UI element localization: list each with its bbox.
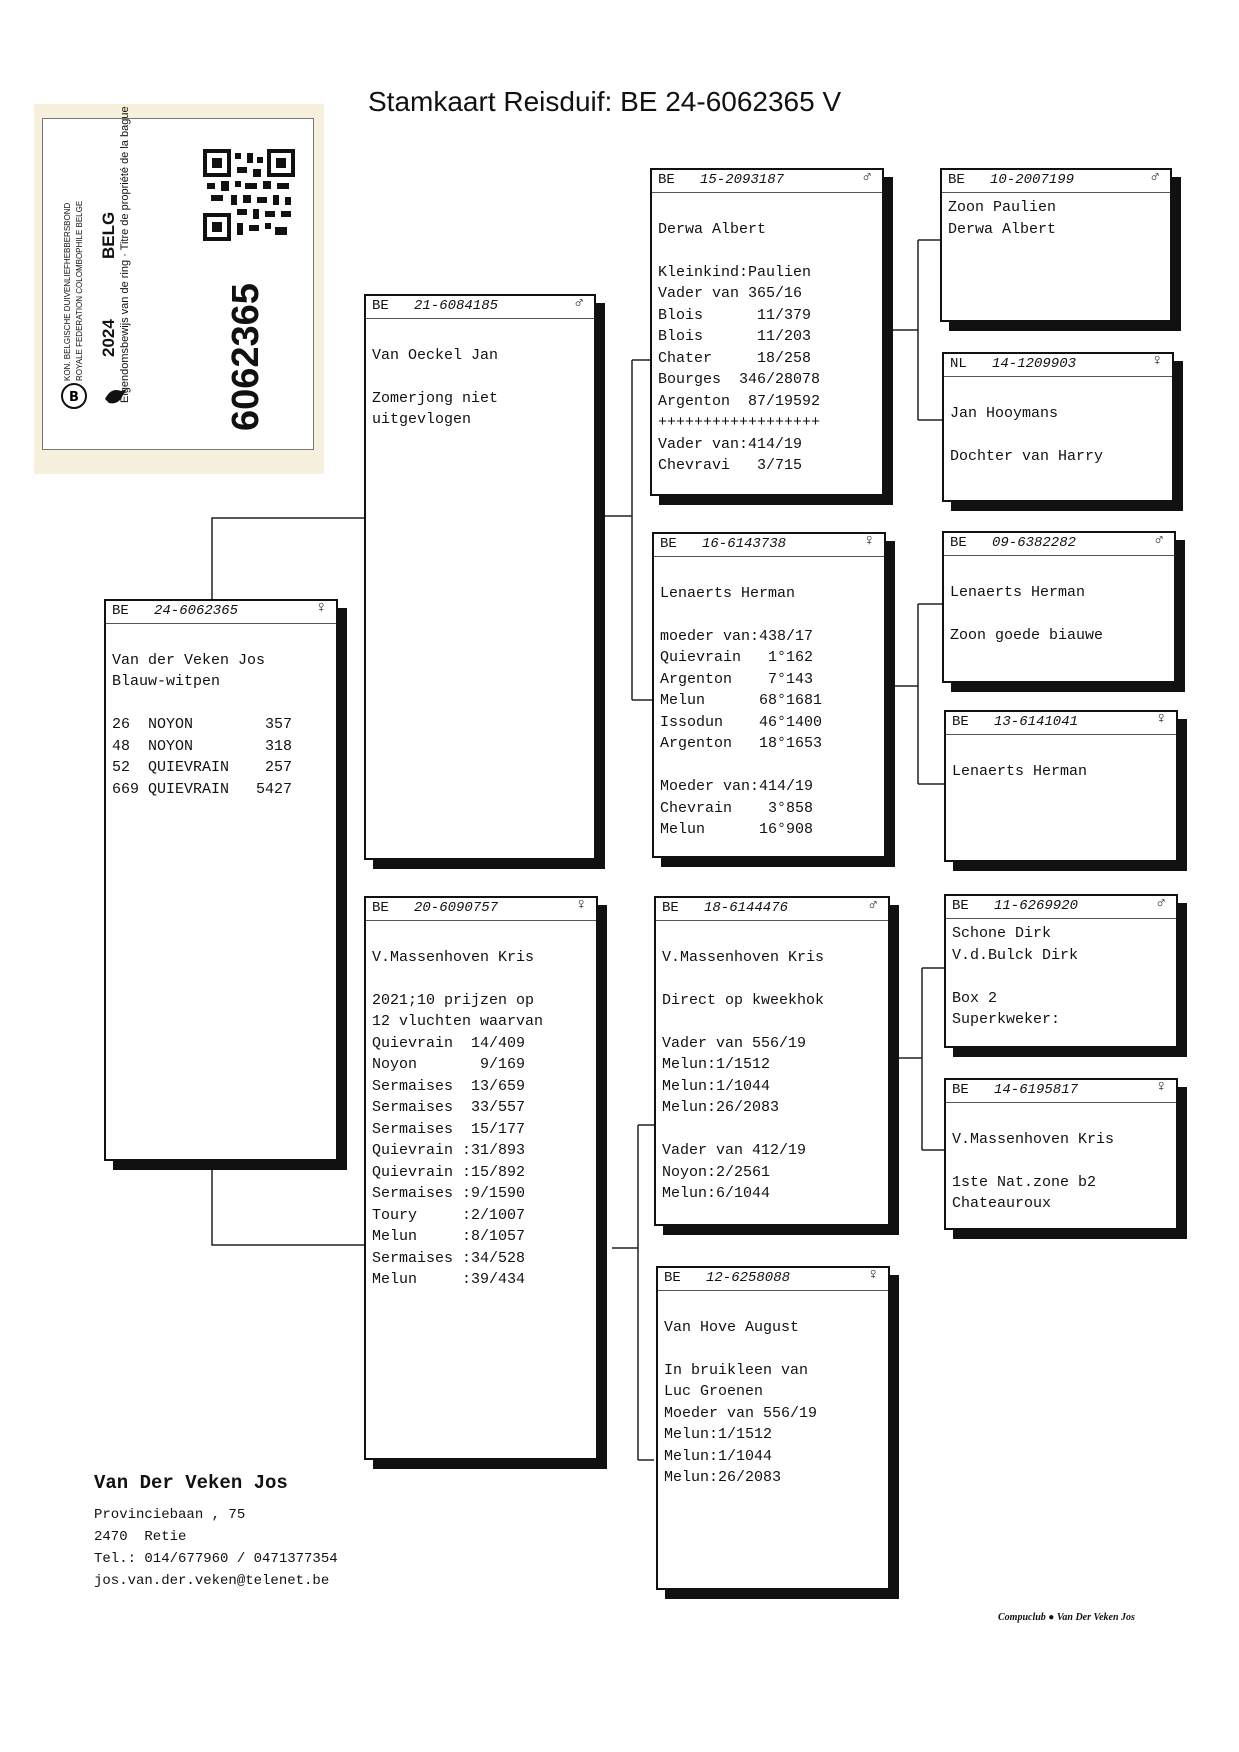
card-body	[106, 624, 336, 800]
card-line	[952, 966, 1170, 988]
card-line: Box 2	[952, 989, 998, 1007]
country-code: BE	[662, 900, 679, 916]
card-header	[366, 898, 596, 921]
card-line	[952, 1107, 1170, 1129]
card-line	[662, 968, 882, 990]
pigeon-card-mff	[944, 894, 1178, 1048]
connector-mother-parents	[612, 1125, 654, 1460]
female-icon: ♀	[576, 896, 586, 914]
card-line: Van Oeckel Jan	[372, 346, 499, 364]
card-line: 1ste Nat.zone b2	[952, 1173, 1097, 1191]
ring-number: 20-6090757	[414, 900, 499, 916]
card-line: Sermaises 15/177	[372, 1120, 526, 1138]
pigeon-card-fmm	[944, 710, 1178, 862]
card-line: Argenton 7°143	[660, 670, 814, 688]
ring-year: 2024	[99, 319, 118, 357]
ring-number: 14-6195817	[994, 1082, 1079, 1098]
card-line: 52 QUIEVRAIN 257	[112, 759, 293, 776]
ring-number: 16-6143738	[702, 536, 787, 552]
card-line: uitgevlogen	[372, 411, 472, 428]
footer-credit: Compuclub ● Van Der Veken Jos	[998, 1612, 1135, 1623]
card-header	[944, 533, 1174, 556]
card-line	[658, 197, 876, 219]
owner-info	[94, 1472, 338, 1592]
ring-number: 13-6141041	[994, 714, 1079, 730]
card-line: Issodun 46°1400	[660, 713, 823, 731]
card-body	[366, 319, 594, 431]
country-code: BE	[950, 535, 967, 551]
card-line	[662, 1119, 882, 1141]
card-body	[942, 193, 1170, 240]
country-code: NL	[950, 356, 967, 372]
country-code: BE	[112, 603, 129, 619]
card-body	[946, 919, 1176, 1031]
card-line	[660, 755, 878, 777]
federation-name-nl: KON. BELGISCHE DUIVENLIEFHEBBERSBOND	[63, 202, 72, 381]
pigeon-card-mm	[656, 1266, 890, 1590]
card-line: Melun :39/434	[372, 1271, 526, 1288]
card-line: V.Massenhoven Kris	[952, 1130, 1115, 1148]
card-line: Melun:1/1044	[662, 1077, 771, 1095]
card-header	[946, 1080, 1176, 1103]
pigeon-card-father	[364, 294, 596, 860]
country-code: BE	[952, 1082, 969, 1098]
card-body	[654, 557, 884, 841]
card-line	[662, 925, 882, 947]
card-line	[372, 968, 590, 990]
male-icon: ♂	[1150, 168, 1160, 186]
card-line	[372, 366, 588, 388]
card-line: Quievrain :15/892	[372, 1163, 526, 1181]
card-body	[946, 735, 1176, 782]
card-line	[372, 925, 590, 947]
connector-subject-father	[212, 518, 364, 608]
card-line: Zomerjong niet	[372, 389, 499, 407]
card-line: Derwa Albert	[658, 220, 767, 238]
card-line: Melun:6/1044	[662, 1185, 771, 1202]
card-line	[950, 381, 1166, 403]
card-line	[112, 628, 330, 650]
card-line: Melun 68°1681	[660, 692, 823, 709]
card-line: Schone Dirk	[952, 925, 1052, 942]
card-body	[658, 1291, 888, 1489]
country-code: BE	[948, 172, 965, 188]
card-line: 48 NOYON 318	[112, 737, 293, 755]
card-line: V.Massenhoven Kris	[372, 948, 535, 966]
card-line	[950, 424, 1166, 446]
card-line: In bruikleen van	[664, 1361, 809, 1379]
ring-number: 09-6382282	[992, 535, 1077, 551]
ring-number: 12-6258088	[706, 1270, 791, 1286]
connector-mf-parents	[898, 968, 946, 1150]
female-icon: ♀	[864, 532, 874, 550]
card-line: Sermaises 33/557	[372, 1099, 526, 1116]
card-line: moeder van:438/17	[660, 627, 814, 645]
owner-name: Van Der Veken Jos	[94, 1472, 288, 1494]
ring-number: 24-6062365	[154, 603, 239, 619]
card-line: V.d.Bulck Dirk	[952, 946, 1079, 964]
card-line: 2021;10 prijzen op	[372, 991, 535, 1009]
card-line	[664, 1338, 882, 1360]
card-line	[950, 560, 1168, 582]
card-header	[656, 898, 888, 921]
card-line: Van Hove August	[664, 1318, 800, 1336]
card-line	[658, 240, 876, 262]
card-body	[944, 556, 1174, 646]
card-line: Noyon 9/169	[372, 1056, 526, 1073]
card-line: Vader van 365/16	[658, 285, 803, 302]
card-line: Argenton 18°1653	[660, 735, 823, 752]
card-header	[652, 170, 882, 193]
ring-number: 21-6084185	[414, 298, 499, 314]
card-body	[656, 921, 888, 1205]
card-line: Zoon Paulien	[948, 199, 1057, 216]
card-line	[664, 1295, 882, 1317]
connector-ff-parents	[892, 240, 944, 420]
card-line	[952, 739, 1170, 761]
card-line: Quievrain :31/893	[372, 1142, 526, 1159]
card-header	[654, 534, 884, 557]
card-line: Moeder van:414/19	[660, 778, 814, 795]
owner-phone: Tel.: 014/677960 / 0471377354	[94, 1551, 338, 1567]
card-line	[112, 693, 330, 715]
card-line: Vader van 556/19	[662, 1034, 807, 1052]
card-line: Quievrain 14/409	[372, 1034, 526, 1052]
country-code: BE	[664, 1270, 681, 1286]
card-body	[944, 377, 1172, 467]
card-line: Kleinkind:Paulien	[658, 263, 812, 281]
federation-name-fr: ROYALE FEDERATION COLOMBOPHILE BELGE	[75, 200, 84, 381]
card-line: Moeder van 556/19	[664, 1404, 818, 1422]
card-body	[946, 1103, 1176, 1215]
card-line: Zoon goede biauwe	[950, 626, 1104, 644]
card-line	[660, 561, 878, 583]
card-line: Superkweker:	[952, 1011, 1061, 1028]
country-code: BE	[372, 298, 389, 314]
male-icon: ♂	[862, 168, 872, 186]
ring-number: 18-6144476	[704, 900, 789, 916]
country-code: BE	[952, 898, 969, 914]
card-body	[366, 921, 596, 1291]
card-body	[652, 193, 882, 477]
card-line: Blois 11/203	[658, 328, 812, 345]
pigeon-card-ffm	[942, 352, 1174, 502]
card-line: Melun:1/1044	[664, 1447, 773, 1465]
card-line: Dochter van Harry	[950, 447, 1104, 465]
ring-country: BELG	[99, 211, 118, 259]
card-line: Quievrain 1°162	[660, 649, 814, 666]
page-title: Stamkaart Reisduif: BE 24-6062365 V	[368, 86, 842, 117]
card-line	[660, 604, 878, 626]
card-line	[950, 603, 1168, 625]
card-header	[366, 296, 594, 319]
ring-number: 6062365	[225, 283, 267, 431]
card-line: Vader van 412/19	[662, 1142, 807, 1159]
card-line: Chateauroux	[952, 1195, 1052, 1212]
card-header	[106, 601, 336, 624]
country-code: BE	[658, 172, 675, 188]
card-line: Toury :2/1007	[372, 1206, 526, 1224]
card-line: Sermaises 13/659	[372, 1077, 526, 1095]
card-line: Melun:1/1512	[664, 1426, 773, 1443]
connector-fm-parents	[894, 604, 944, 784]
card-line: 26 NOYON 357	[112, 716, 293, 733]
ring-number: 10-2007199	[990, 172, 1075, 188]
card-line: Chevravi 3/715	[658, 457, 803, 474]
card-line: V.Massenhoven Kris	[662, 948, 825, 966]
pigeon-card-ff	[650, 168, 884, 496]
male-icon: ♂	[1154, 531, 1164, 549]
connector-subject-mother	[212, 1160, 364, 1245]
card-line: Lenaerts Herman	[660, 584, 796, 602]
female-icon: ♀	[1152, 352, 1162, 370]
card-line: 12 vluchten waarvan	[372, 1013, 544, 1030]
card-header	[946, 712, 1176, 735]
owner-address: Provinciebaan , 75	[94, 1507, 246, 1523]
male-icon: ♂	[574, 294, 584, 312]
card-line: Argenton 87/19592	[658, 392, 821, 410]
card-line	[662, 1011, 882, 1033]
male-icon: ♂	[868, 896, 878, 914]
pigeon-card-mother	[364, 896, 598, 1460]
card-line: Melun :8/1057	[372, 1228, 526, 1245]
card-line: Sermaises :9/1590	[372, 1185, 526, 1202]
svg-text:B: B	[69, 390, 79, 405]
card-line	[952, 1150, 1170, 1172]
card-line: Blauw-witpen	[112, 673, 221, 690]
card-line: Vader van:414/19	[658, 435, 803, 453]
male-icon: ♂	[1156, 894, 1166, 912]
female-icon: ♀	[1156, 710, 1166, 728]
card-line: Lenaerts Herman	[950, 583, 1086, 601]
card-line: Blois 11/379	[658, 306, 812, 324]
card-line: Jan Hooymans	[950, 404, 1059, 422]
card-line: ++++++++++++++++++	[658, 414, 821, 431]
card-header	[942, 170, 1170, 193]
card-header	[944, 354, 1172, 377]
card-line: Melun:26/2083	[662, 1099, 780, 1116]
owner-city: 2470 Retie	[94, 1529, 187, 1545]
card-line: 669 QUIEVRAIN 5427	[112, 780, 293, 798]
card-line: Luc Groenen	[664, 1383, 764, 1400]
connector-father-parents	[596, 360, 652, 700]
pigeon-card-fff	[940, 168, 1172, 322]
ownership-text: Eigendomsbewijs van de ring · Titre de propriété de la bague	[119, 106, 131, 403]
card-line: Direct op kweekhok	[662, 991, 825, 1009]
country-code: BE	[952, 714, 969, 730]
pigeon-card-fmf	[942, 531, 1176, 683]
ring-number: 11-6269920	[994, 898, 1079, 914]
card-line: Lenaerts Herman	[952, 762, 1088, 780]
card-line: Noyon:2/2561	[662, 1163, 771, 1181]
country-code: BE	[660, 536, 677, 552]
pigeon-card-subject	[104, 599, 338, 1161]
pigeon-card-mfm	[944, 1078, 1178, 1230]
card-header	[658, 1268, 888, 1291]
ring-number: 15-2093187	[700, 172, 785, 188]
female-icon: ♀	[868, 1266, 878, 1284]
card-line: Van der Veken Jos	[112, 651, 266, 669]
pigeon-card-fm	[652, 532, 886, 858]
card-line: Chater 18/258	[658, 349, 812, 367]
card-line: Melun 16°908	[660, 821, 814, 838]
female-icon: ♀	[316, 599, 326, 617]
card-line: Derwa Albert	[948, 220, 1057, 238]
ring-number: 14-1209903	[992, 356, 1077, 372]
pigeon-card-mf	[654, 896, 890, 1226]
owner-email: jos.van.der.veken@telenet.be	[94, 1573, 330, 1589]
card-header	[946, 896, 1176, 919]
card-line: Sermaises :34/528	[372, 1249, 526, 1267]
card-line: Chevrain 3°858	[660, 799, 814, 817]
female-icon: ♀	[1156, 1078, 1166, 1096]
country-code: BE	[372, 900, 389, 916]
card-line: Melun:26/2083	[664, 1469, 782, 1486]
card-line	[372, 323, 588, 345]
card-line: Bourges 346/28078	[658, 371, 821, 388]
card-line: Melun:1/1512	[662, 1056, 771, 1073]
